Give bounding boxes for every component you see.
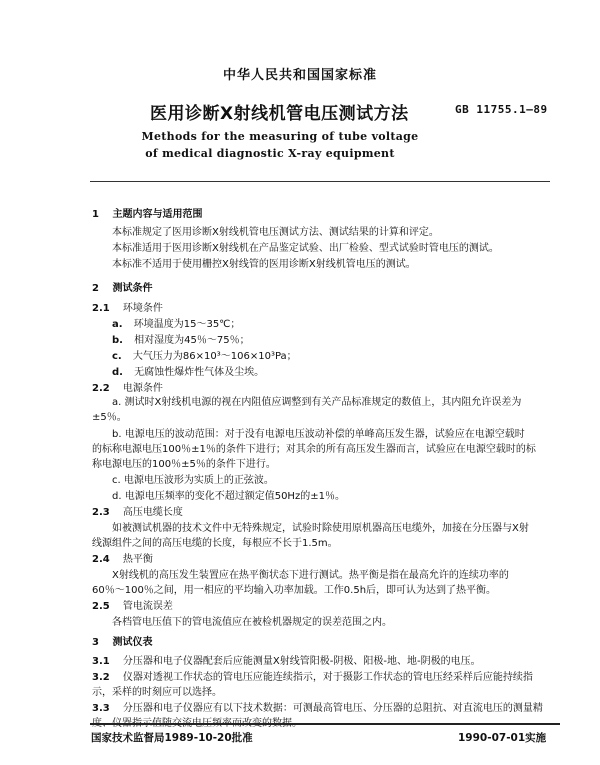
- subsection-title: 环境条件: [122, 303, 163, 314]
- list-item: d. 无腐蚀性爆炸性气体及尘埃。: [112, 367, 265, 378]
- clause-3-2: 3.2 仪器对透视工作状态的管电压应能连续指示，对于摄影工作状态的管电压经采样后应能持续指: [92, 672, 533, 683]
- paragraph-line: 各档管电压值下的管电流值应在被检机器规定的误差范围之内。: [112, 617, 392, 628]
- section-number: 1: [92, 209, 99, 220]
- paragraph-line: ±5％。: [92, 412, 127, 423]
- list-item: b. 相对湿度为45％～75％；: [112, 335, 250, 346]
- paragraph-line: 度、仪器指示值随交流电压频率而改变的数据。: [92, 718, 302, 729]
- section-3-heading: [92, 636, 152, 649]
- subsection-title: 热平衡: [122, 554, 153, 565]
- paragraph-line: X射线机的高压发生装置应在热平衡状态下进行测试。热平衡是指在最高允许的连续功率的: [112, 570, 509, 581]
- subsection-2-1-heading: [92, 302, 163, 315]
- paragraph-line: 线源组件之间的高压电缆的长度，每根应不长于1.5m。: [92, 538, 338, 549]
- standard-number: GB 11755.1—89: [455, 103, 548, 116]
- paragraph: 本标准规定了医用诊断X射线机管电压测试方法、测试结果的计算和评定。: [112, 227, 439, 238]
- paragraph-line: 60％～100％之间，用一相应的平均输入功率加载。工作0.5h后，即可认为达到了热平衡。: [92, 585, 497, 596]
- subsection-2-3-heading: [92, 506, 183, 519]
- clause-3-3: 3.3 分压器和电子仪器应有以下技术数据：可测最高管电压、分压器的总阻抗、对直流电压的测量精: [92, 703, 543, 714]
- approval-date: 国家技术监督局1989-10-20批准: [91, 732, 253, 744]
- implementation-date: 1990-07-01实施: [458, 732, 547, 744]
- issuing-organization: 中华人民共和国国家标准: [222, 68, 377, 83]
- subsection-2-2-heading: [92, 382, 163, 395]
- section-title: 测试条件: [112, 283, 153, 294]
- paragraph-line: c. 电源电压波形为实质上的正弦波。: [112, 475, 274, 486]
- subsection-title: 管电流误差: [122, 601, 173, 612]
- document-title-en-line2: of medical diagnostic X-ray equipment: [145, 147, 395, 160]
- paragraph-line: 的标称电源电压100％±1％的条件下进行；对其余的所有高压发生器而言，试验应在电源空载时的标: [92, 444, 536, 455]
- subsection-number: 2.2: [92, 383, 110, 394]
- paragraph: 本标准不适用于使用栅控X射线管的医用诊断X射线机管电压的测试。: [112, 259, 416, 270]
- header-divider: [90, 181, 550, 182]
- section-number: 3: [92, 637, 99, 648]
- clause-3-1: 3.1 分压器和电子仪器配套后应能测量X射线管阳极-阴极、阳极-地、地-阴极的电压。: [92, 656, 481, 667]
- paragraph-line: a. 测试时X射线机电源的视在内阻值应调整到有关产品标准规定的数值上，其内阻允许误差为: [112, 397, 522, 408]
- paragraph-line: b. 电源电压的波动范围：对于没有电源电压波动补偿的单峰高压发生器，试验应在电源空载时: [112, 429, 525, 440]
- list-item: c. 大气压力为86×10³～106×10³Pa；: [112, 351, 297, 362]
- document-title-en-line1: Methods for the measuring of tube voltage: [141, 130, 419, 143]
- list-item: a. 环境温度为15～35℃；: [112, 319, 241, 330]
- section-title: 主题内容与适用范围: [112, 209, 203, 220]
- paragraph-line: d. 电源电压频率的变化不超过额定值50Hz的±1％。: [112, 491, 345, 502]
- subsection-title: 高压电缆长度: [122, 507, 183, 518]
- paragraph-line: 称电源电压的100％±5％的条件下进行。: [92, 459, 276, 470]
- paragraph-line: 示，采样的时刻应可以选择。: [92, 687, 222, 698]
- paragraph: 本标准适用于医用诊断X射线机在产品鉴定试验、出厂检验、型式试验时管电压的测试。: [112, 243, 499, 254]
- document-title-zh: 医用诊断X射线机管电压测试方法: [150, 104, 409, 124]
- subsection-number: 2.5: [92, 601, 110, 612]
- section-2-heading: [92, 282, 152, 295]
- subsection-title: 电源条件: [122, 383, 163, 394]
- subsection-number: 2.3: [92, 507, 110, 518]
- footer-divider: [90, 723, 560, 725]
- subsection-number: 2.1: [92, 303, 110, 314]
- subsection-number: 2.4: [92, 554, 110, 565]
- section-number: 2: [92, 283, 99, 294]
- paragraph-line: 如被测试机器的技术文件中无特殊规定，试验时除使用原机器高压电缆外，加接在分压器与X射: [112, 523, 529, 534]
- section-title: 测试仪表: [112, 637, 153, 648]
- subsection-2-5-heading: [92, 600, 173, 613]
- subsection-2-4-heading: [92, 553, 153, 566]
- section-1-heading: [92, 208, 202, 221]
